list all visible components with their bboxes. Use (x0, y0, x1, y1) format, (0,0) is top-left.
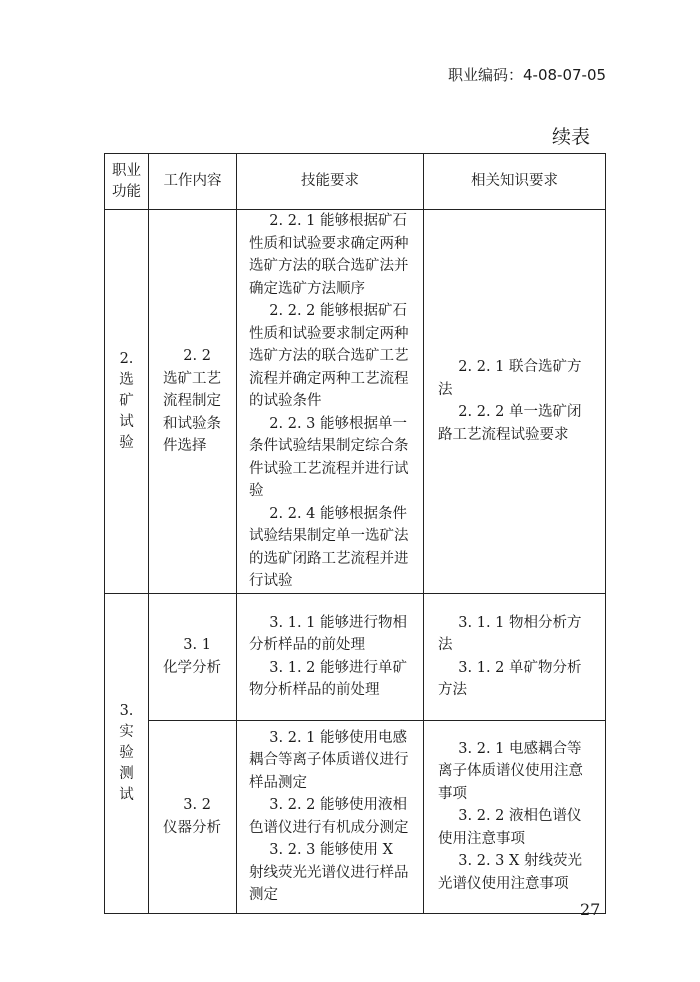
knowledge-item: 3. 1. 2 单矿物分析方法 (438, 659, 582, 698)
table-header-row (105, 154, 606, 210)
header-skills: 技能要求 (237, 154, 424, 210)
knowledge-item: 2. 2. 1 联合选矿方法 (438, 359, 582, 398)
continued-label: 续表 (552, 126, 591, 148)
header-knowledge: 相关知识要求 (424, 154, 606, 210)
skill-item: 2. 2. 3 能够根据单一条件试验结果制定综合条件试验工艺流程并进行试验 (249, 415, 409, 499)
skill-item: 2. 2. 2 能够根据矿石性质和试验要求制定两种选矿方法的联合选矿工艺流程并确定两种工艺流程的试验条件 (249, 303, 409, 409)
function-cell: 2. 选 矿 试 验 (105, 210, 149, 594)
table-row (105, 720, 606, 913)
table-row (105, 210, 606, 594)
skill-item: 3. 2. 2 能够使用液相色谱仪进行有机成分测定 (249, 797, 409, 836)
knowledge-cell (424, 210, 606, 594)
skills-cell (237, 210, 424, 594)
table-row (105, 593, 606, 720)
knowledge-item: 3. 1. 1 物相分析方法 (438, 614, 582, 653)
knowledge-item: 3. 2. 2 液相色谱仪使用注意事项 (438, 808, 582, 847)
skill-item: 3. 2. 3 能够使用 X 射线荧光光谱仪进行样品测定 (249, 842, 409, 903)
content-cell: 2. 2 选矿工艺流程制定和试验条件选择 (149, 210, 237, 594)
knowledge-item: 3. 2. 1 电感耦合等离子体质谱仪使用注意事项 (438, 740, 583, 802)
occupation-code: 职业编码：4-08-07-05 (448, 66, 607, 84)
knowledge-cell (424, 720, 606, 913)
content-cell: 3. 1 化学分析 (149, 593, 237, 720)
content-cell: 3. 2 仪器分析 (149, 720, 237, 913)
skills-cell (237, 720, 424, 913)
skill-item: 3. 1. 2 能够进行单矿物分析样品的前处理 (249, 659, 408, 698)
skill-item: 2. 2. 4 能够根据条件试验结果制定单一选矿法的选矿闭路工艺流程并进行试验 (249, 505, 409, 589)
function-cell: 3. 实 验 测 试 (105, 593, 149, 913)
knowledge-item: 3. 2. 3 X 射线荧光光谱仪使用注意事项 (438, 853, 582, 892)
skill-item: 3. 2. 1 能够使用电感耦合等离子体质谱仪进行样品测定 (249, 729, 409, 791)
page-number: 27 (580, 900, 601, 919)
knowledge-cell (424, 593, 606, 720)
skill-item: 3. 1. 1 能够进行物相分析样品的前处理 (249, 614, 408, 653)
header-content: 工作内容 (149, 154, 237, 210)
skills-cell (237, 593, 424, 720)
skills-table (104, 153, 606, 914)
knowledge-item: 2. 2. 2 单一选矿闭路工艺流程试验要求 (438, 404, 582, 443)
skill-item: 2. 2. 1 能够根据矿石性质和试验要求确定两种选矿方法的联合选矿法并确定选矿方法顺序 (249, 213, 409, 297)
header-function: 职业 功能 (105, 154, 149, 210)
